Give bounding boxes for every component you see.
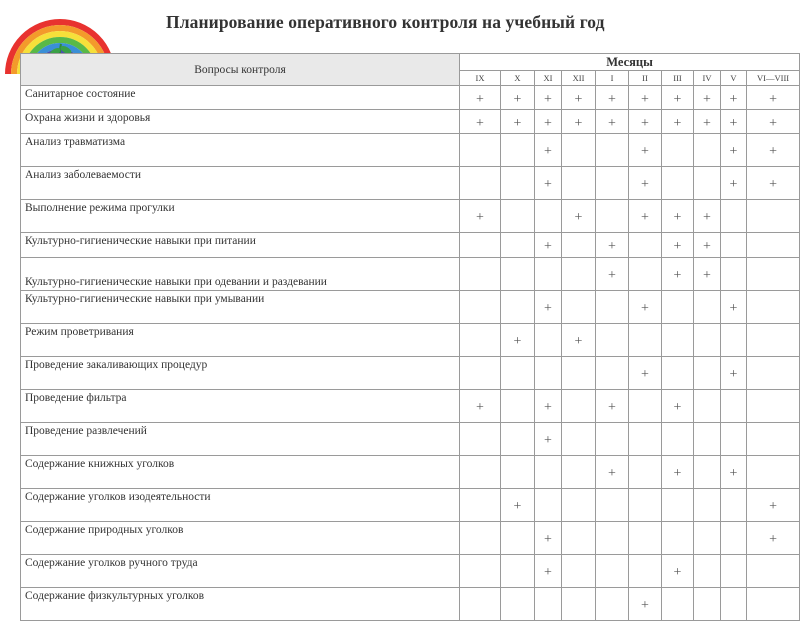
table-row: [21, 588, 800, 621]
month-mark-cell: [629, 489, 662, 522]
month-mark-cell: [535, 233, 562, 258]
month-mark-cell: [535, 423, 562, 456]
plus-mark: +: [476, 210, 484, 225]
plus-mark: +: [703, 268, 711, 283]
plus-mark: +: [769, 144, 777, 159]
month-mark-cell: [662, 423, 694, 456]
month-header-cell: IV: [694, 71, 721, 86]
plus-mark: +: [673, 239, 682, 254]
month-mark-cell: [694, 456, 721, 489]
month-mark-cell: [562, 588, 596, 621]
table-row: [21, 489, 800, 522]
table-row: [21, 291, 800, 324]
plus-mark: +: [574, 334, 583, 349]
table-row: [21, 200, 800, 233]
plus-mark: +: [608, 239, 616, 254]
control-question-label: Содержание природных уголков: [21, 522, 460, 555]
month-mark-cell: [501, 167, 535, 200]
month-mark-cell: [501, 86, 535, 110]
month-mark-cell: [562, 357, 596, 390]
questions-header: Вопросы контроля: [21, 54, 460, 86]
month-mark-cell: [501, 390, 535, 423]
month-mark-cell: [629, 86, 662, 110]
month-mark-cell: [721, 167, 747, 200]
table-row: [21, 522, 800, 555]
month-mark-cell: [629, 522, 662, 555]
month-mark-cell: [694, 134, 721, 167]
months-header: Месяцы: [460, 54, 800, 71]
month-mark-cell: [662, 233, 694, 258]
plus-mark: +: [641, 91, 649, 107]
month-mark-cell: [747, 423, 800, 456]
month-mark-cell: [562, 233, 596, 258]
month-mark-cell: [662, 134, 694, 167]
plus-mark: +: [673, 91, 682, 107]
month-mark-cell: [747, 167, 800, 200]
month-mark-cell: [629, 423, 662, 456]
table-body: [21, 86, 800, 621]
month-mark-cell: [721, 291, 747, 324]
month-mark-cell: [662, 291, 694, 324]
month-mark-cell: [501, 555, 535, 588]
month-mark-cell: [501, 291, 535, 324]
table-row: [21, 110, 800, 134]
month-mark-cell: [460, 233, 501, 258]
control-question-label: Содержание книжных уголков: [21, 456, 460, 489]
month-mark-cell: [662, 555, 694, 588]
control-plan-table: [20, 53, 800, 621]
table-row: [21, 357, 800, 390]
plus-mark: +: [544, 532, 552, 547]
month-header-cell: XI: [535, 71, 562, 86]
plus-mark: +: [673, 268, 682, 283]
month-mark-cell: [535, 390, 562, 423]
month-mark-cell: [596, 134, 629, 167]
month-mark-cell: [721, 390, 747, 423]
month-mark-cell: [460, 167, 501, 200]
month-mark-cell: [460, 522, 501, 555]
plus-mark: +: [544, 177, 552, 192]
month-mark-cell: [721, 324, 747, 357]
month-mark-cell: [694, 167, 721, 200]
month-mark-cell: [629, 390, 662, 423]
month-mark-cell: [562, 134, 596, 167]
table-row: [21, 258, 800, 291]
month-header-cell: VI—VIII: [747, 71, 800, 86]
month-mark-cell: [460, 489, 501, 522]
month-mark-cell: [721, 555, 747, 588]
month-mark-cell: [694, 390, 721, 423]
plus-mark: +: [513, 91, 522, 107]
month-header-cell: XII: [562, 71, 596, 86]
month-mark-cell: [629, 357, 662, 390]
plus-mark: +: [769, 115, 777, 131]
month-mark-cell: [460, 86, 501, 110]
plus-mark: +: [673, 210, 682, 225]
plus-mark: +: [641, 301, 649, 316]
month-mark-cell: [747, 588, 800, 621]
month-mark-cell: [535, 258, 562, 291]
month-mark-cell: [562, 110, 596, 134]
control-question-label: Проведение фильтра: [21, 390, 460, 423]
month-mark-cell: [460, 357, 501, 390]
month-mark-cell: [747, 291, 800, 324]
control-question-label: Санитарное состояние: [21, 86, 460, 110]
plus-mark: +: [544, 239, 552, 254]
month-mark-cell: [662, 357, 694, 390]
plus-mark: +: [476, 400, 484, 415]
control-question-label: Проведение закаливающих процедур: [21, 357, 460, 390]
month-mark-cell: [747, 522, 800, 555]
month-mark-cell: [501, 134, 535, 167]
month-mark-cell: [662, 522, 694, 555]
month-mark-cell: [562, 555, 596, 588]
month-mark-cell: [460, 200, 501, 233]
month-mark-cell: [694, 357, 721, 390]
month-mark-cell: [501, 423, 535, 456]
table-row: [21, 167, 800, 200]
month-mark-cell: [629, 167, 662, 200]
month-mark-cell: [501, 456, 535, 489]
month-mark-cell: [747, 258, 800, 291]
month-mark-cell: [596, 167, 629, 200]
month-mark-cell: [596, 233, 629, 258]
plus-mark: +: [476, 91, 484, 107]
table-row: [21, 134, 800, 167]
plus-mark: +: [729, 115, 738, 131]
month-mark-cell: [596, 86, 629, 110]
month-mark-cell: [662, 588, 694, 621]
month-mark-cell: [694, 522, 721, 555]
month-mark-cell: [460, 555, 501, 588]
month-mark-cell: [535, 86, 562, 110]
month-mark-cell: [562, 200, 596, 233]
plus-mark: +: [574, 91, 583, 107]
month-mark-cell: [596, 489, 629, 522]
month-mark-cell: [501, 200, 535, 233]
month-mark-cell: [596, 324, 629, 357]
plus-mark: +: [729, 91, 738, 107]
table-row: [21, 423, 800, 456]
month-mark-cell: [535, 588, 562, 621]
month-mark-cell: [694, 291, 721, 324]
plus-mark: +: [769, 532, 777, 547]
month-mark-cell: [535, 456, 562, 489]
table-row: [21, 86, 800, 110]
month-mark-cell: [535, 291, 562, 324]
plus-mark: +: [729, 144, 738, 159]
table-row: [21, 555, 800, 588]
plus-mark: +: [544, 144, 552, 159]
month-mark-cell: [562, 423, 596, 456]
plus-mark: +: [608, 400, 616, 415]
month-mark-cell: [596, 522, 629, 555]
month-mark-cell: [721, 200, 747, 233]
month-mark-cell: [747, 110, 800, 134]
month-mark-cell: [747, 555, 800, 588]
month-mark-cell: [562, 86, 596, 110]
plus-mark: +: [641, 177, 649, 192]
control-question-label: Содержание уголков изодеятельности: [21, 489, 460, 522]
month-mark-cell: [535, 522, 562, 555]
month-mark-cell: [629, 588, 662, 621]
month-mark-cell: [747, 324, 800, 357]
plus-mark: +: [608, 91, 616, 107]
month-mark-cell: [662, 167, 694, 200]
month-mark-cell: [694, 324, 721, 357]
month-mark-cell: [596, 200, 629, 233]
month-mark-cell: [721, 423, 747, 456]
month-mark-cell: [721, 110, 747, 134]
plus-mark: +: [769, 499, 777, 514]
control-question-label: Охрана жизни и здоровья: [21, 110, 460, 134]
month-mark-cell: [535, 555, 562, 588]
plus-mark: +: [703, 115, 711, 131]
month-mark-cell: [694, 489, 721, 522]
month-header-cell: I: [596, 71, 629, 86]
month-mark-cell: [596, 258, 629, 291]
month-mark-cell: [747, 489, 800, 522]
table-row: [21, 456, 800, 489]
plus-mark: +: [703, 210, 711, 225]
month-mark-cell: [501, 233, 535, 258]
plus-mark: +: [729, 177, 738, 192]
page-title: Планирование оперативного контроля на учебный год: [166, 12, 605, 32]
month-mark-cell: [747, 86, 800, 110]
month-mark-cell: [662, 390, 694, 423]
month-mark-cell: [460, 324, 501, 357]
month-mark-cell: [562, 489, 596, 522]
plus-mark: +: [544, 565, 552, 580]
month-mark-cell: [535, 357, 562, 390]
control-plan-table-wrap: [20, 53, 799, 621]
plus-mark: +: [769, 177, 777, 192]
plus-mark: +: [608, 466, 616, 481]
month-mark-cell: [747, 456, 800, 489]
month-mark-cell: [596, 390, 629, 423]
month-mark-cell: [501, 110, 535, 134]
month-mark-cell: [662, 200, 694, 233]
control-question-label: Содержание физкультурных уголков: [21, 588, 460, 621]
plus-mark: +: [544, 91, 552, 107]
plus-mark: +: [641, 210, 649, 225]
month-mark-cell: [721, 357, 747, 390]
month-mark-cell: [562, 258, 596, 291]
month-mark-cell: [694, 233, 721, 258]
month-header-cell: II: [629, 71, 662, 86]
plus-mark: +: [703, 239, 711, 254]
control-question-label: Культурно-гигиенические навыки при умывании: [21, 291, 460, 324]
month-mark-cell: [501, 357, 535, 390]
plus-mark: +: [574, 115, 583, 131]
plus-mark: +: [703, 91, 711, 107]
table-row: [21, 324, 800, 357]
month-header-cell: X: [501, 71, 535, 86]
month-mark-cell: [596, 110, 629, 134]
plus-mark: +: [608, 268, 616, 283]
month-mark-cell: [721, 134, 747, 167]
month-mark-cell: [629, 110, 662, 134]
plus-mark: +: [544, 433, 552, 448]
month-mark-cell: [721, 258, 747, 291]
month-mark-cell: [721, 86, 747, 110]
month-header-cell: III: [662, 71, 694, 86]
month-mark-cell: [694, 423, 721, 456]
control-question-label: Содержание уголков ручного труда: [21, 555, 460, 588]
month-mark-cell: [629, 233, 662, 258]
month-mark-cell: [460, 588, 501, 621]
plus-mark: +: [641, 144, 649, 159]
month-mark-cell: [629, 291, 662, 324]
control-question-label: Культурно-гигиенические навыки при одевании и раздевании: [21, 258, 460, 291]
month-mark-cell: [662, 86, 694, 110]
month-mark-cell: [694, 588, 721, 621]
plus-mark: +: [513, 115, 522, 131]
month-mark-cell: [694, 86, 721, 110]
month-mark-cell: [562, 167, 596, 200]
month-mark-cell: [535, 489, 562, 522]
month-mark-cell: [460, 258, 501, 291]
month-mark-cell: [662, 489, 694, 522]
plus-mark: +: [729, 301, 738, 316]
month-mark-cell: [460, 390, 501, 423]
month-mark-cell: [629, 200, 662, 233]
plus-mark: +: [513, 499, 522, 514]
month-mark-cell: [460, 291, 501, 324]
plus-mark: +: [544, 400, 552, 415]
month-mark-cell: [629, 555, 662, 588]
month-mark-cell: [747, 200, 800, 233]
control-question-label: Проведение развлечений: [21, 423, 460, 456]
month-mark-cell: [460, 110, 501, 134]
month-mark-cell: [694, 110, 721, 134]
month-mark-cell: [662, 110, 694, 134]
month-mark-cell: [596, 357, 629, 390]
month-mark-cell: [535, 110, 562, 134]
plus-mark: +: [641, 115, 649, 131]
month-mark-cell: [747, 357, 800, 390]
month-mark-cell: [535, 200, 562, 233]
month-mark-cell: [747, 390, 800, 423]
month-mark-cell: [596, 456, 629, 489]
plus-mark: +: [673, 115, 682, 131]
table-row: [21, 233, 800, 258]
month-mark-cell: [501, 258, 535, 291]
plus-mark: +: [729, 466, 738, 481]
month-mark-cell: [460, 456, 501, 489]
month-mark-cell: [629, 456, 662, 489]
month-mark-cell: [721, 522, 747, 555]
control-question-label: Культурно-гигиенические навыки при питании: [21, 233, 460, 258]
plus-mark: +: [641, 367, 649, 382]
table-row: [21, 390, 800, 423]
month-mark-cell: [662, 324, 694, 357]
plus-mark: +: [574, 210, 583, 225]
plus-mark: +: [769, 91, 777, 107]
plus-mark: +: [544, 115, 552, 131]
control-question-label: Анализ заболеваемости: [21, 167, 460, 200]
month-mark-cell: [694, 555, 721, 588]
control-question-label: Выполнение режима прогулки: [21, 200, 460, 233]
month-mark-cell: [596, 423, 629, 456]
month-mark-cell: [662, 456, 694, 489]
month-mark-cell: [535, 324, 562, 357]
plus-mark: +: [641, 598, 649, 613]
month-mark-cell: [596, 555, 629, 588]
plus-mark: +: [476, 115, 484, 131]
plus-mark: +: [729, 367, 738, 382]
month-mark-cell: [562, 390, 596, 423]
month-mark-cell: [501, 522, 535, 555]
plus-mark: +: [673, 400, 682, 415]
control-question-label: Режим проветривания: [21, 324, 460, 357]
month-mark-cell: [694, 200, 721, 233]
month-header-cell: IX: [460, 71, 501, 86]
month-mark-cell: [596, 588, 629, 621]
plus-mark: +: [673, 565, 682, 580]
month-mark-cell: [662, 258, 694, 291]
month-mark-cell: [596, 291, 629, 324]
plus-mark: +: [513, 334, 522, 349]
month-mark-cell: [501, 489, 535, 522]
month-mark-cell: [629, 324, 662, 357]
control-question-label: Анализ травматизма: [21, 134, 460, 167]
month-mark-cell: [747, 134, 800, 167]
month-mark-cell: [501, 324, 535, 357]
month-mark-cell: [501, 588, 535, 621]
month-mark-cell: [562, 324, 596, 357]
plus-mark: +: [544, 301, 552, 316]
month-header-cell: V: [721, 71, 747, 86]
month-mark-cell: [721, 456, 747, 489]
month-mark-cell: [721, 489, 747, 522]
plus-mark: +: [673, 466, 682, 481]
month-mark-cell: [460, 134, 501, 167]
month-mark-cell: [747, 233, 800, 258]
month-mark-cell: [629, 258, 662, 291]
month-mark-cell: [721, 588, 747, 621]
month-mark-cell: [562, 456, 596, 489]
month-mark-cell: [629, 134, 662, 167]
month-mark-cell: [694, 258, 721, 291]
month-mark-cell: [562, 522, 596, 555]
plus-mark: +: [608, 115, 616, 131]
month-mark-cell: [562, 291, 596, 324]
month-mark-cell: [535, 134, 562, 167]
month-mark-cell: [535, 167, 562, 200]
month-mark-cell: [721, 233, 747, 258]
month-mark-cell: [460, 423, 501, 456]
